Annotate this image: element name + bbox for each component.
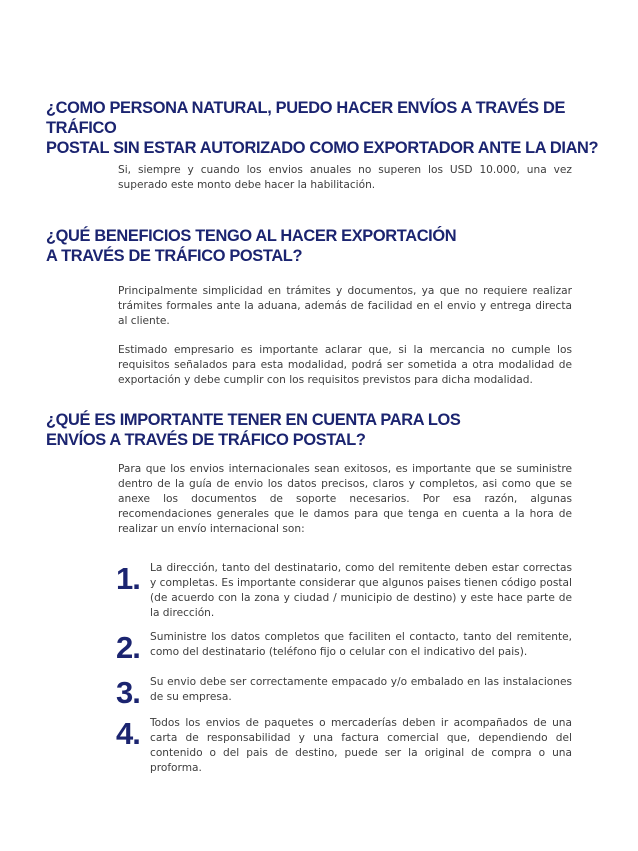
- section-1-heading-line-1: ¿COMO PERSONA NATURAL, PUEDO HACER ENVÍOS A TRAVÉS DE TRÁFICO: [46, 99, 566, 137]
- section-3-paragraph-1: Para que los envios internacionales sean exitosos, es importante que se suministre dentro de la guía de envio los datos precisos, claros y completos, asi como que se anexe los documentos de soporte necesarios. Por esa razón, algunas recomendaciones generales que le damos para que tenga en cuenta a la hora de realizar un envío internacional son:: [118, 463, 572, 535]
- section-2-heading: [46, 226, 456, 266]
- recommendation-1-text: La dirección, tanto del destinatario, como del remitente deben estar correctas y completas. Es importante considerar que algunos paises tienen código postal (de acuerdo con la zona y ciudad / municipio de destino) y este hace parte de la dirección.: [150, 562, 572, 619]
- section-2-paragraph-2: Estimado empresario es importante aclarar que, si la mercancia no cumple los requisitos señalados para esta modalidad, podrá ser sometida a otra modalidad de exportación y debe cumplir con los requisitos previstos para dicha modalidad.: [118, 344, 572, 386]
- section-1-paragraph-1: Si, siempre y cuando los envios anuales no superen los USD 10.000, una vez superado este monto debe hacer la habilitación.: [118, 164, 572, 191]
- section-1-heading: [46, 98, 638, 158]
- recommendation-1-number: 1.: [116, 561, 140, 596]
- section-1-heading-line-2: POSTAL SIN ESTAR AUTORIZADO COMO EXPORTADOR ANTE LA DIAN?: [46, 139, 599, 157]
- section-3-heading-line-1: ¿QUÉ ES IMPORTANTE TENER EN CUENTA PARA LOS: [46, 411, 461, 429]
- recommendation-4-number: 4.: [116, 716, 140, 751]
- recommendation-2-text: Suministre los datos completos que faciliten el contacto, tanto del remitente, como del destinatario (teléfono fijo o celular con el indicativo del pais).: [150, 631, 572, 658]
- recommendation-3-number: 3.: [116, 675, 140, 710]
- section-2-heading-line-1: ¿QUÉ BENEFICIOS TENGO AL HACER EXPORTACIÓN: [46, 227, 457, 245]
- section-2-paragraph-1: Principalmente simplicidad en trámites y documentos, ya que no requiere realizar trámites formales ante la aduana, además de facilidad en el envio y entrega directa al cliente.: [118, 285, 572, 327]
- recommendation-2-number: 2.: [116, 630, 140, 665]
- section-3-heading-line-2: ENVÍOS A TRAVÉS DE TRÁFICO POSTAL?: [46, 431, 366, 449]
- section-2-heading-line-2: A TRAVÉS DE TRÁFICO POSTAL?: [46, 247, 303, 265]
- recommendation-3-text: Su envio debe ser correctamente empacado y/o embalado en las instalaciones de su empresa.: [150, 676, 572, 703]
- section-3-heading: [46, 410, 460, 450]
- recommendation-4-text: Todos los envios de paquetes o mercaderías deben ir acompañados de una carta de responsabilidad y una factura comercial que, dependiendo del contenido o del pais de destino, puede ser la original de compra o una proforma.: [150, 717, 572, 774]
